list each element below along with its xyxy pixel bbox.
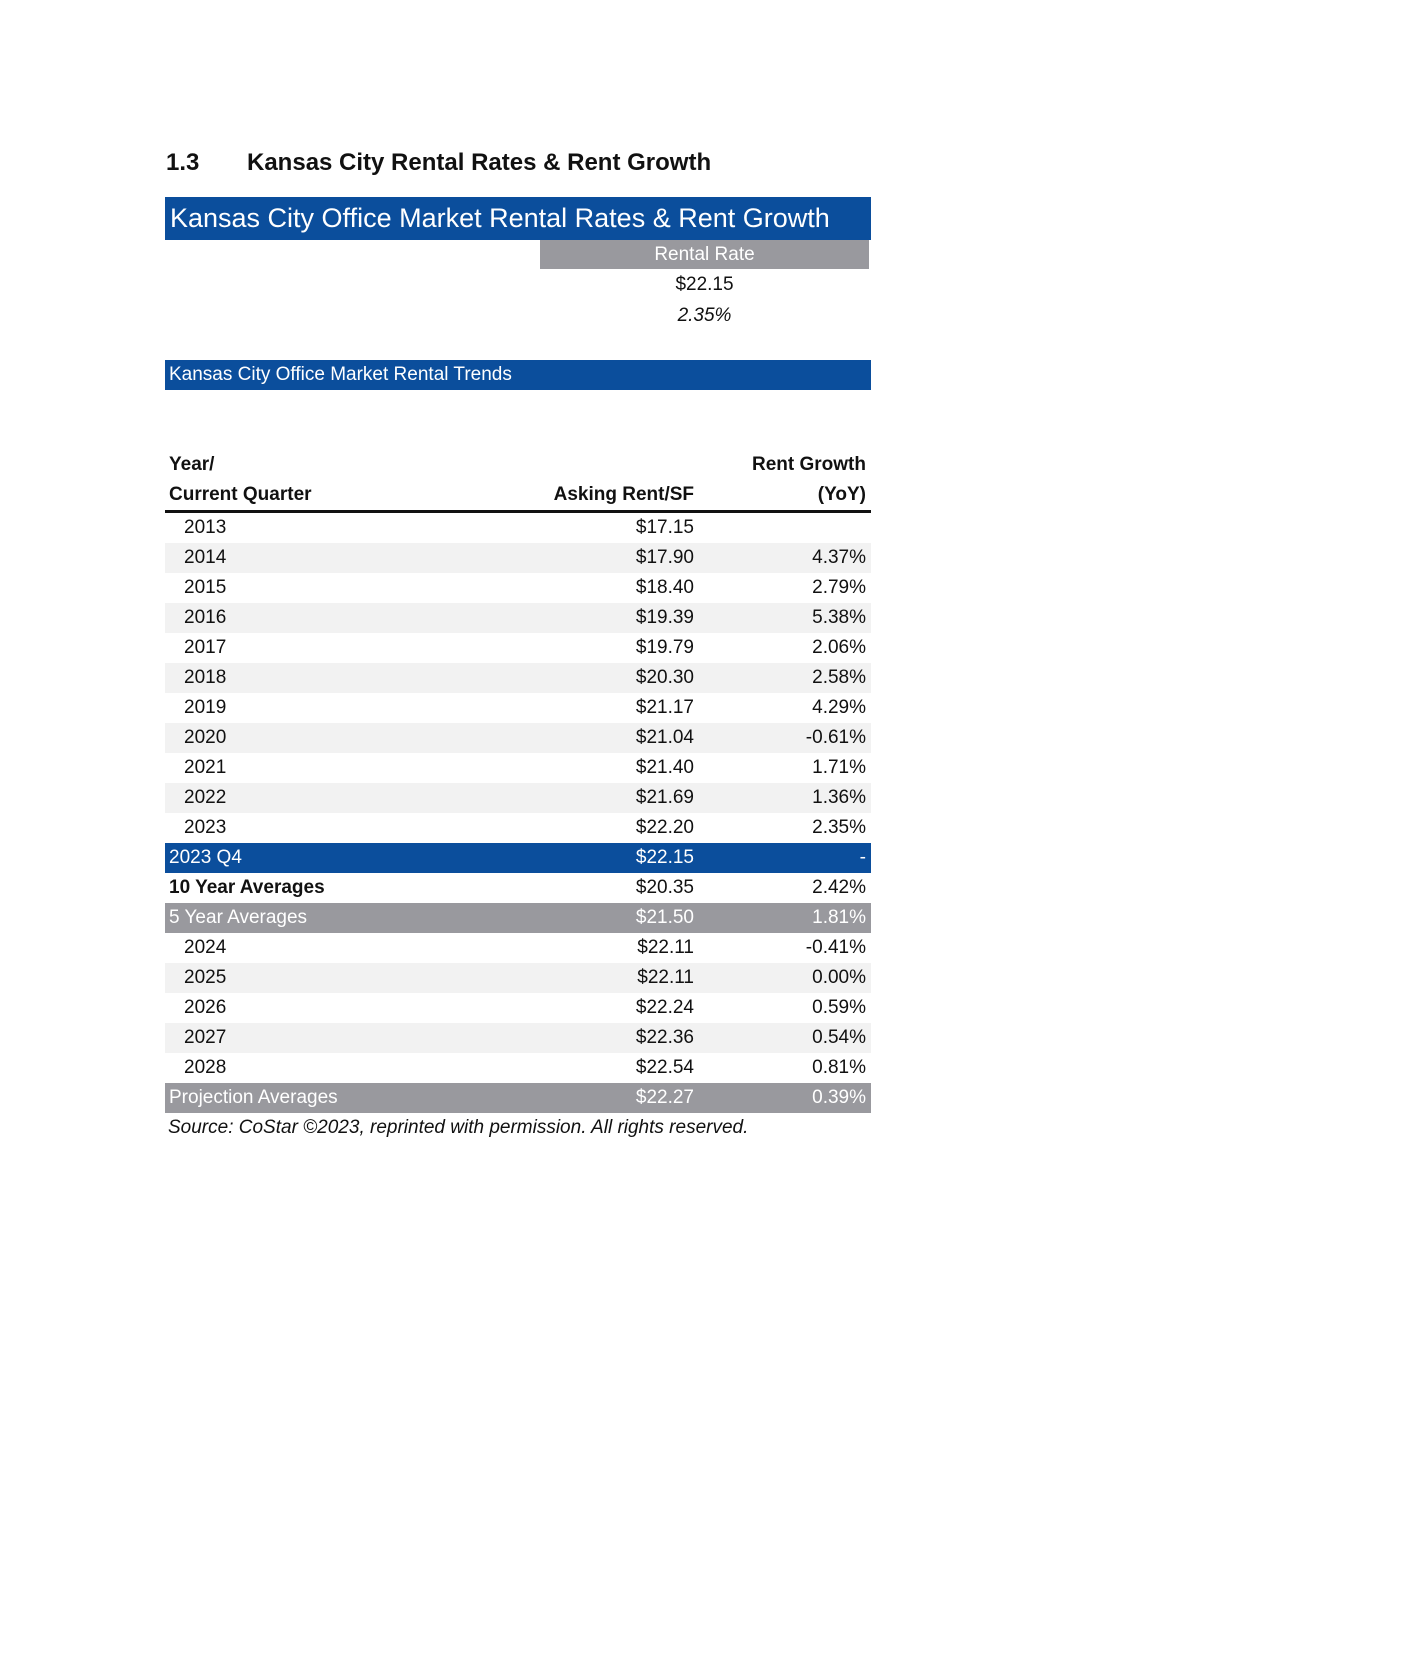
row-asking-rent: $20.30 — [635, 667, 694, 688]
row-label: 2015 — [184, 577, 227, 598]
row-label: 2027 — [184, 1027, 227, 1048]
table-row — [165, 663, 871, 693]
header-year-line1: Year/ — [169, 454, 215, 475]
row-label: 2023 Q4 — [169, 847, 242, 868]
row-asking-rent: $22.27 — [635, 1087, 694, 1108]
header-asking-rent: Asking Rent/SF — [553, 484, 694, 505]
row-rent-growth: 1.71% — [812, 757, 866, 778]
summary-banner: Kansas City Office Market Rental Rates & Rent Growth — [165, 197, 871, 240]
row-rent-growth: 2.35% — [812, 817, 866, 838]
table-row — [165, 813, 871, 843]
source-note: Source: CoStar ©2023, reprinted with permission. All rights reserved. — [168, 1117, 749, 1138]
row-rent-growth: 2.42% — [812, 877, 866, 898]
table-row — [165, 573, 871, 603]
row-asking-rent: $21.69 — [635, 787, 694, 808]
row-label: 2020 — [184, 727, 227, 748]
table-row — [165, 963, 871, 993]
rental-rate-header: Rental Rate — [540, 240, 869, 269]
row-label: 2017 — [184, 637, 227, 658]
row-rent-growth: 1.36% — [812, 787, 866, 808]
table-row — [165, 993, 871, 1023]
header-growth-line2: (YoY) — [817, 484, 866, 505]
row-asking-rent: $22.15 — [635, 847, 694, 868]
row-label: 2013 — [184, 517, 227, 538]
row-rent-growth: 0.00% — [812, 967, 866, 988]
row-rent-growth: 4.37% — [812, 547, 866, 568]
table-row — [165, 753, 871, 783]
row-rent-growth: 2.79% — [812, 577, 866, 598]
row-label: 2022 — [184, 787, 227, 808]
row-asking-rent: $18.40 — [635, 577, 694, 598]
row-label: Projection Averages — [169, 1087, 338, 1108]
row-asking-rent: $20.35 — [635, 877, 694, 898]
table-header — [165, 450, 871, 513]
row-asking-rent: $22.20 — [635, 817, 694, 838]
row-asking-rent: $21.40 — [635, 757, 694, 778]
row-label: 2028 — [184, 1057, 227, 1078]
row-asking-rent: $17.15 — [635, 517, 694, 538]
row-rent-growth: 2.58% — [812, 667, 866, 688]
ten-year-average-row — [165, 873, 871, 903]
section-heading — [166, 147, 711, 179]
projection-average-row — [165, 1083, 871, 1113]
row-rent-growth: - — [859, 847, 866, 868]
row-rent-growth: 0.39% — [812, 1087, 866, 1108]
row-asking-rent: $19.39 — [635, 607, 694, 628]
table-row — [165, 1023, 871, 1053]
row-asking-rent: $21.17 — [635, 697, 694, 718]
row-rent-growth: 0.54% — [812, 1027, 866, 1048]
section-title: Kansas City Rental Rates & Rent Growth — [247, 149, 712, 176]
table-row — [165, 513, 871, 543]
table-row — [165, 543, 871, 573]
rental-rate-growth: 2.35% — [677, 305, 732, 326]
table-row — [165, 603, 871, 633]
table-row — [165, 783, 871, 813]
table-row — [165, 693, 871, 723]
row-rent-growth: 0.81% — [812, 1057, 866, 1078]
row-asking-rent: $22.54 — [635, 1057, 694, 1078]
row-rent-growth: -0.41% — [805, 937, 866, 958]
row-label: 2019 — [184, 697, 227, 718]
row-label: 2016 — [184, 607, 227, 628]
row-asking-rent: $22.11 — [637, 937, 694, 958]
row-asking-rent: $21.04 — [635, 727, 694, 748]
row-rent-growth: 2.06% — [812, 637, 866, 658]
trends-banner: Kansas City Office Market Rental Trends — [165, 360, 871, 390]
row-asking-rent: $19.79 — [635, 637, 694, 658]
row-asking-rent: $22.36 — [635, 1027, 694, 1048]
row-label: 10 Year Averages — [169, 877, 325, 898]
row-rent-growth: 0.59% — [812, 997, 866, 1018]
row-asking-rent: $22.24 — [635, 997, 694, 1018]
table-row — [165, 933, 871, 963]
row-rent-growth: 5.38% — [812, 607, 866, 628]
row-label: 2025 — [184, 967, 227, 988]
row-rent-growth: 1.81% — [812, 907, 866, 928]
header-growth-line1: Rent Growth — [752, 454, 866, 475]
rental-trends-table — [165, 450, 871, 1113]
row-label: 5 Year Averages — [169, 907, 308, 928]
current-quarter-row — [165, 843, 871, 873]
row-rent-growth: -0.61% — [805, 727, 866, 748]
table-row — [165, 633, 871, 663]
row-asking-rent: $17.90 — [635, 547, 694, 568]
rental-rate-value: $22.15 — [675, 274, 734, 295]
row-rent-growth: 4.29% — [812, 697, 866, 718]
header-year-line2: Current Quarter — [169, 484, 312, 505]
table-row — [165, 723, 871, 753]
section-number: 1.3 — [166, 149, 200, 176]
row-label: 2014 — [184, 547, 227, 568]
row-label: 2024 — [184, 937, 227, 958]
table-row — [165, 1053, 871, 1083]
row-label: 2026 — [184, 997, 227, 1018]
row-label: 2023 — [184, 817, 227, 838]
row-label: 2021 — [184, 757, 227, 778]
row-asking-rent: $22.11 — [637, 967, 694, 988]
row-label: 2018 — [184, 667, 227, 688]
five-year-average-row — [165, 903, 871, 933]
row-asking-rent: $21.50 — [635, 907, 694, 928]
